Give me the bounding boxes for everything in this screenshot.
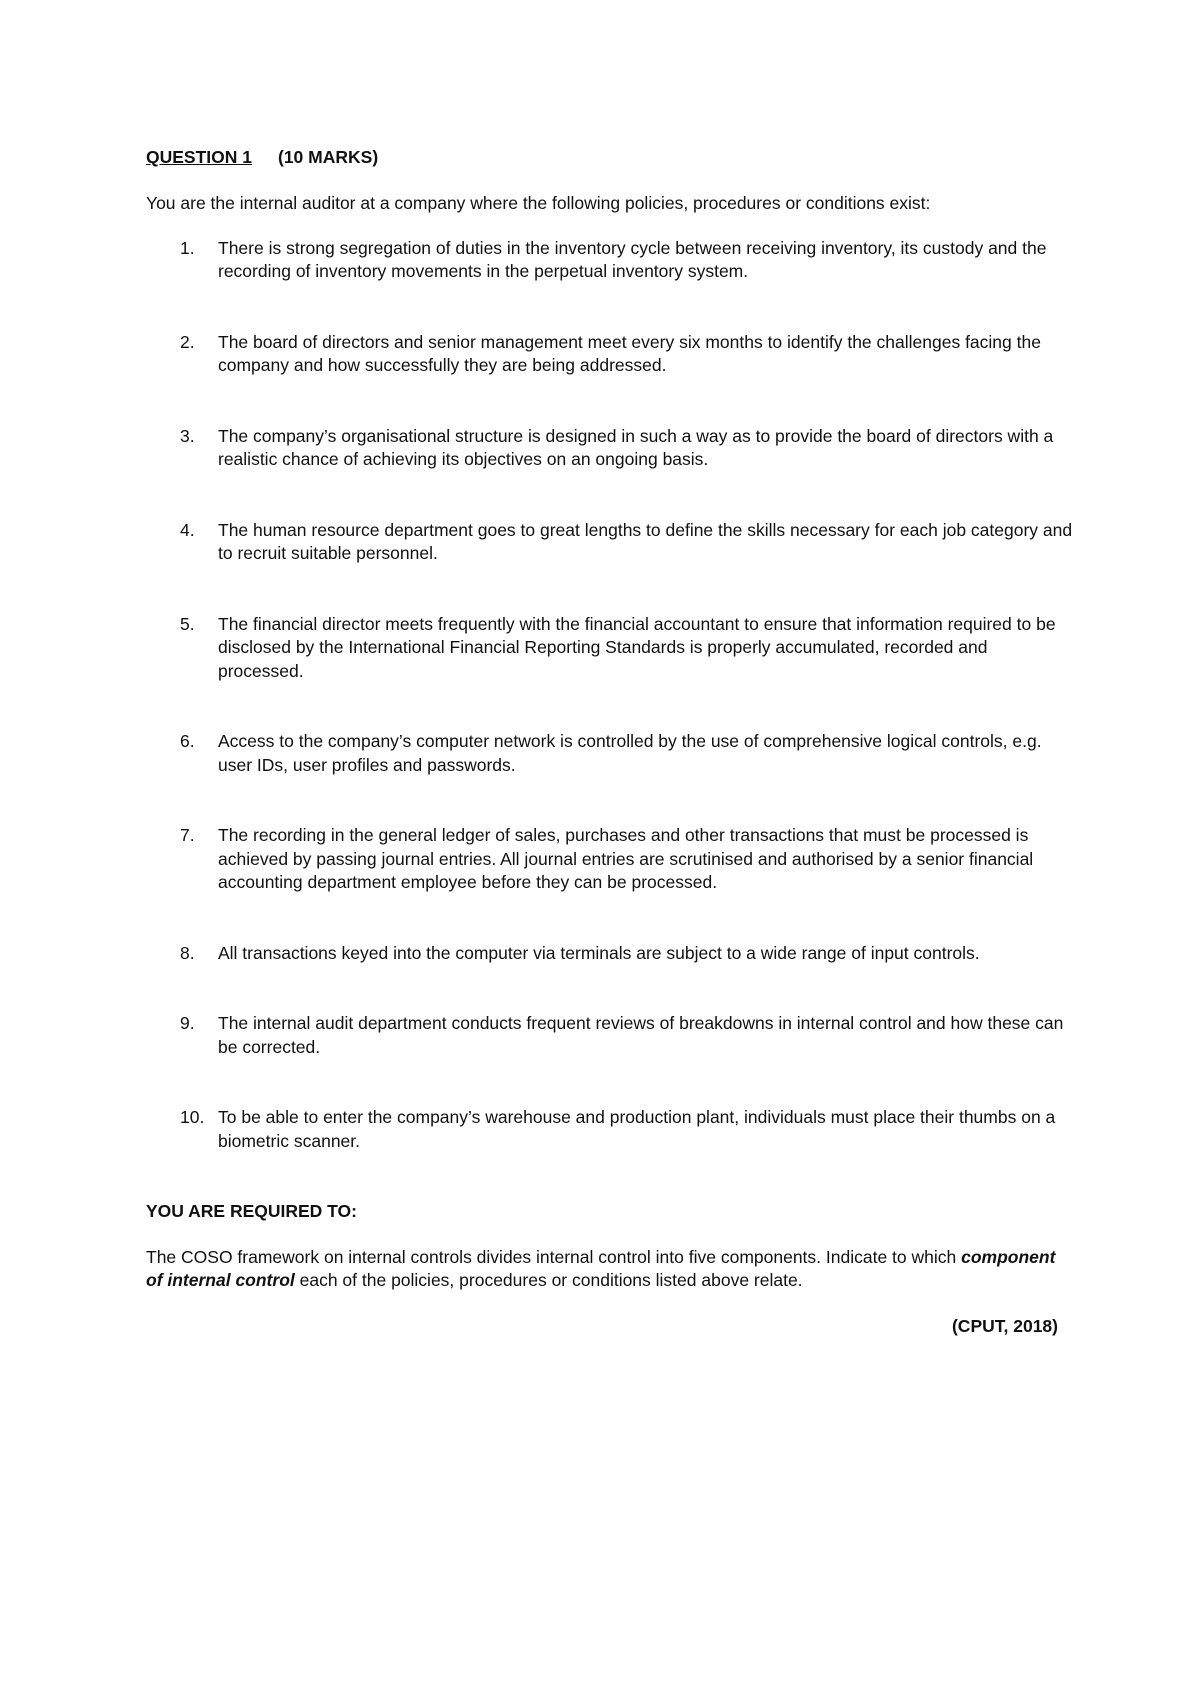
intro-text: You are the internal auditor at a company where the following policies, procedures or conditions exist: xyxy=(146,193,931,213)
item-text: There is strong segregation of duties in the inventory cycle between receiving inventory, its custody and the recording of inventory movements in the perpetual inventory system. xyxy=(218,237,1047,281)
item-number: 3. xyxy=(180,425,195,446)
item-text: To be able to enter the company’s warehouse and production plant, individuals must place their thumbs on a biometric scanner. xyxy=(218,1107,1056,1151)
task-text-after: each of the policies, procedures or conditions listed above relate. xyxy=(294,1270,803,1290)
item-number: 9. xyxy=(180,1013,195,1033)
question-title: QUESTION 1 xyxy=(146,147,252,167)
list-item xyxy=(146,425,1076,472)
question-heading xyxy=(146,146,1076,170)
item-text: The company’s organisational structure is designed in such a way as to provide the board of directors with a realistic chance of achieving its objectives on an ongoing basis. xyxy=(218,425,1054,469)
item-number: 1. xyxy=(180,237,195,258)
list-item xyxy=(146,1012,1076,1059)
conditions-list xyxy=(146,237,1076,1154)
item-text: The internal audit department conducts frequent reviews of breakdowns in internal control and how these can be corrected. xyxy=(218,1013,1064,1057)
item-text: The financial director meets frequently with the financial accountant to ensure that information required to be disclosed by the International Financial Reporting Standards is properly accumulated, recorded and processed. xyxy=(218,613,1056,681)
document-page xyxy=(146,146,1076,1338)
list-item xyxy=(146,730,1076,777)
item-number: 4. xyxy=(180,519,195,540)
list-item xyxy=(146,942,1076,966)
item-text: The human resource department goes to great lengths to define the skills necessary for each job category and to recruit suitable personnel. xyxy=(218,519,1073,563)
item-number: 10. xyxy=(180,1107,205,1127)
task-emphasis: component of internal control xyxy=(146,1246,1056,1290)
list-item xyxy=(146,1106,1076,1153)
item-number: 2. xyxy=(180,331,195,352)
question-marks: (10 MARKS) xyxy=(278,147,379,167)
item-number: 5. xyxy=(180,613,195,634)
list-item xyxy=(146,331,1076,378)
item-text: The recording in the general ledger of sales, purchases and other transactions that must be processed is achieved by passing journal entries. All journal entries are scrutinised and authorised by a senior financial accounting department employee before they can be processed. xyxy=(218,825,1034,892)
item-number: 7. xyxy=(180,825,195,845)
task-text-before: The COSO framework on internal controls divides internal control into five components. Indicate to which xyxy=(146,1246,962,1267)
required-heading: YOU ARE REQUIRED TO: xyxy=(146,1201,357,1221)
task-text xyxy=(146,1246,1076,1293)
item-number: 6. xyxy=(180,731,195,751)
item-text: Access to the company’s computer network is controlled by the use of comprehensive logical controls, e.g. user IDs, user profiles and passwords. xyxy=(218,731,1042,775)
item-text: All transactions keyed into the computer via terminals are subject to a wide range of input controls. xyxy=(218,942,980,963)
list-item xyxy=(146,519,1076,566)
list-item xyxy=(146,613,1076,684)
item-number: 8. xyxy=(180,942,195,963)
list-item xyxy=(146,824,1076,895)
list-item xyxy=(146,237,1076,284)
source-citation: (CPUT, 2018) xyxy=(951,1315,1058,1336)
item-text: The board of directors and senior management meet every six months to identify the challenges facing the company and how successfully they are being addressed. xyxy=(218,331,1041,375)
